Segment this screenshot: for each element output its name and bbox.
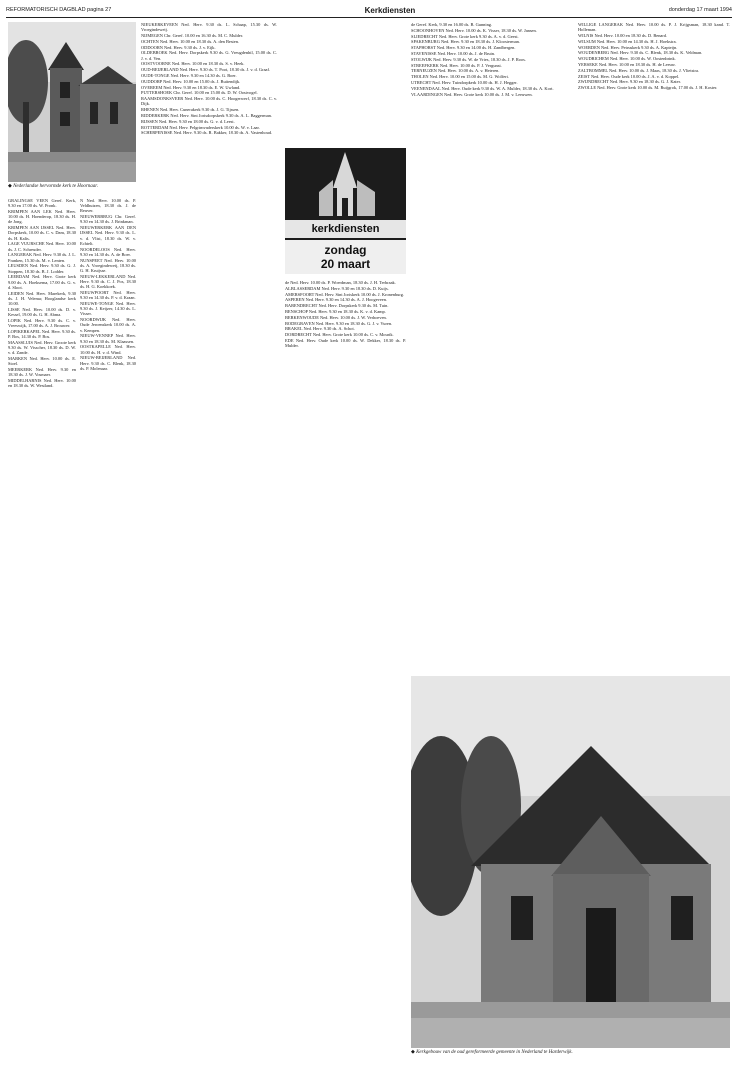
header-date: donderdag 17 maart 1994: [668, 7, 732, 13]
listing-entry: NIJMEGEN Chr. Geref. 10.00 en 16.30 ds. M. C. Mulder.: [141, 33, 244, 38]
listing-entry: LEERDAM Ned. Herv. Grote kerk 9.00 ds. A. Hoeksema, 17.00 ds. G. v. d. Sloot.: [8, 274, 76, 290]
listing-entry: LANGERAK Ned. Herv. 9.30 ds. J. L. Franken, 15.30 ds. M. v. Lenten.: [8, 252, 76, 263]
listing-entry: NIEUWERBRUG Chr. Geref. 9.30 en 14.30 ds. J. Brinkman.: [80, 214, 136, 225]
listing-entry: N Ned. Herv. 10.00 ds. P. Veldhuizen, 18.30 ds. J. de Reuver.: [80, 198, 136, 214]
listing-entry: THOLEN Ned. Herv. 10.00 en 15.00 ds. M. G. Wolfert.: [411, 74, 509, 80]
photo-caption-bottom: ◆ Kerkgebouw van de oud gereformeerde gemeente in Nederland te Harderwijk.: [411, 1050, 573, 1055]
listing-entry: KRIMPEN AAN IJSSEL Ned. Herv. Dorpskerk, 10.00 ds. C. v. Dam, 18.30 ds. H. Kalis.: [8, 225, 76, 241]
listing-entry: VEENENDAAL Ned. Herv. Oude kerk 9.30 ds. W. A. Mulder, 18.30 ds. A. Kort.: [411, 85, 554, 91]
listing-column-1: [8, 198, 76, 1064]
header-left: REFORMATORISCH DAGBLAD pagina 27: [6, 7, 112, 13]
listing-entry: WILLIGE LANGERAK Ned. Herv. 10.00 ds. P. J. Krijgsman, 18.30 kand. T. Holleman.: [578, 22, 730, 33]
listing-entry: ASPEREN Ned. Herv. 9.30 en 14.30 ds. A. J. Hoogeveen.: [285, 297, 388, 303]
listing-column-4: [285, 280, 406, 1064]
listing-entry: LAGE VUURSCHE Ned. Herv. 10.00 ds. J. C. Schreuder.: [8, 241, 76, 252]
listing-entry: ZWOLLE Ned. Herv. Grote kerk 10.00 ds. M. Ruijgrok, 17.00 ds. J. H. Koster.: [578, 85, 718, 91]
listing-entry: STREEFKERK Ned. Herv. 10.00 ds. P. J. Vergunst.: [411, 62, 502, 68]
church-photo-harderwijk: [411, 676, 730, 1048]
listing-entry: GRALINGSE VEEN Geref. Kerk, 9.30 en 17.00 ds. W. Pronk.: [8, 198, 76, 209]
listing-entry: YERSEKE Ned. Herv. 10.00 en 18.30 ds. H. de Leeuw.: [578, 61, 676, 67]
listing-entry: PUTTERSHOEK Chr. Geref. 10.00 en 15.00 ds. D. W. Oostvogel.: [141, 90, 258, 96]
listing-entry: STOLWIJK Ned. Herv. 9.30 ds. W. de Vries, 18.30 ds. J. P. Roos.: [411, 56, 526, 62]
listing-entry: OLDEBROEK Ned. Herv. Dorpskerk 9.30 ds. G. Vreugdenhil, 15.00 ds. C. J. v. d. Ven.: [141, 50, 277, 61]
listing-entry: WOUDRICHEM Ned. Herv. 10.00 ds. W. Oostenbrink.: [578, 56, 676, 62]
listing-entry: ODDOORN Ned. Herv. 9.30 ds. J. v. Eijk.: [141, 44, 216, 50]
listing-entry: RAAMSDONKSVEER Ned. Herv. 10.00 ds. C. Hoogerwerf, 18.30 ds. C. v. Dijk.: [141, 96, 277, 107]
listing-entry: KRIMPEN AAN LEK Ned. Herv. 10.00 ds. H. Hoenderop, 18.30 ds. H. de Jong.: [8, 209, 76, 225]
listing-entry: NIEUW-BEIJERLAND Ned. Herv. 9.30 ds. C. Blenk, 18.30 ds. P. Molenaar.: [80, 355, 136, 371]
listing-entry: OVEREEM Ned. Herv. 9.30 en 18.30 ds. E. W. Uwland.: [141, 84, 241, 90]
church-photo-hoornaar: [8, 22, 136, 182]
photo-caption-top: ◆ Nederlandse hervormde kerk te Hoornaar.: [8, 184, 98, 189]
listing-entry: NIEUKERKEVEEN Ned. Herv. 9.30 ds. L. Schaap, 15.30 ds. W. Vroegindeweij.: [141, 22, 277, 33]
listing-entry: de Ned. Herv. 10.00 ds. P. Woerdman, 18.30 ds. J. H. Terbraak.: [285, 280, 396, 285]
listing-entry: RHENEN Ned. Herv. Cunerakerk 9.30 ds. J. G. Tijssen.: [141, 107, 240, 113]
listing-entry: MEERKERK Ned. Herv. 9.30 en 18.30 ds. J. W. Vosmaer.: [8, 367, 76, 378]
listing-entry: BENSCHOP Ned. Herv. 9.30 en 18.30 ds. K. v. d. Kamp.: [285, 308, 386, 314]
listing-entry: WILNIS Ned. Herv. 10.00 en 18.30 ds. D. Benard.: [578, 33, 668, 38]
listing-column-3: [141, 22, 277, 1064]
listing-entry: TERNEUZEN Ned. Herv. 10.00 ds. A. v. Heteren.: [411, 68, 500, 74]
promo-ribbon: kerkdiensten: [285, 220, 406, 238]
kerkdiensten-promo-block: [285, 148, 406, 274]
listing-entry: ROTTERDAM Ned. Herv. Pelgrimvaderskerk 10.00 ds. W. v. Laar.: [141, 124, 260, 130]
listing-entry: OOSTKAPELLE Ned. Herv. 10.00 ds. H. v. d. Wind.: [80, 344, 136, 355]
listing-entry: ZALTBOMMEL Ned. Herv. 10.00 ds. J. Maas, 18.30 ds. J. Vlietstra.: [578, 67, 700, 73]
listing-column-6: [578, 22, 730, 670]
page-header: [6, 3, 732, 18]
listing-entry: NIEUW-VENNEP Ned. Herv. 9.30 en 18.30 ds. M. Klaassen.: [80, 333, 136, 344]
listing-entry: RIDDERKERK Ned. Herv. Sint Jorisdorpskerk 9.30 ds. A. L. Baggerman.: [141, 112, 272, 118]
listing-entry: VLAARDINGEN Ned. Herv. Grote kerk 10.00 ds. J. M. v. Leeuwen.: [411, 91, 533, 97]
church-silhouette-icon: [285, 148, 406, 220]
listing-entry: de Geref. Kerk, 9.30 en 16.00 ds. B. Gunning.: [411, 22, 493, 27]
listing-column-5: [411, 22, 571, 670]
listing-entry: BODEGRAVEN Ned. Herv. 9.30 en 18.30 ds. G. J. v. Vuren.: [285, 320, 393, 326]
listing-entry: ZWIJNDRECHT Ned. Herv. 9.30 en 18.30 ds. G. J. Kater.: [578, 79, 681, 85]
listing-entry: STAVENISSE Ned. Herv. 10.00 ds. J. de Bruin.: [411, 50, 496, 56]
listing-entry: UTRECHT Ned. Herv. Tuindorpkerk 10.00 ds. H. J. Hegger.: [411, 79, 518, 85]
listing-entry: OUDDORP Ned. Herv. 10.00 en 15.00 ds. J. Buitendijk.: [141, 78, 241, 84]
listing-entry: NIEUWERKERK AAN DEN IJSSEL Ned. Herv. 9.30 ds. L. v. d. Vlist, 18.30 ds. W. v. Echtelt.: [80, 225, 136, 246]
listing-entry: SCHOONHOVEN Ned. Herv. 10.00 ds. K. Visser, 18.30 ds. W. Jansen.: [411, 27, 537, 33]
listing-entry: NIEUWPOORT Ned. Herv. 9.30 en 14.30 ds. P. v. d. Kraan.: [80, 290, 136, 301]
listing-entry: ZEIST Ned. Herv. Oude kerk 10.00 ds. J. A. v. d. Koppel.: [578, 73, 680, 79]
section-title: Kerkdiensten: [364, 5, 416, 15]
listing-entry: LISSE Ned. Herv. 10.00 ds. D. v. Kessel, 19.00 ds. G. H. Abma.: [8, 306, 76, 318]
listing-entry: NOORDWIJK Ned. Herv. Oude Jeroenskerk 10.00 ds. A. v. Kempen.: [80, 317, 136, 333]
listing-entry: LEUSDEN Ned. Herv. 9.30 ds. G. J. Stoppen, 18.30 ds. B. J. Lodder.: [8, 263, 76, 274]
listing-entry: LOPIK Ned. Herv. 9.30 ds. C. v. Vreeswijk, 17.00 ds. A. J. Brouwer.: [8, 317, 76, 329]
listing-entry: BERKENWOUDE Ned. Herv. 10.00 ds. J. W. Verhoeven.: [285, 314, 387, 320]
listing-entry: MAASSLUIS Ned. Herv. Groote kerk 9.30 ds. W. Visscher, 18.30 ds. D. W. v. d. Zande.: [8, 339, 76, 356]
listing-entry: NIEUW-LEKKERLAND Ned. Herv. 9.30 ds. C. J. Pos, 18.30 ds. H. G. Koekkoek.: [80, 273, 136, 290]
listing-entry: NIEUWE-TONGE Ned. Herv. 9.30 ds. J. Keijzer, 14.30 ds. L. Visser.: [80, 301, 136, 317]
listing-column-2: [80, 198, 136, 1064]
listing-entry: EDE Ned. Herv. Oude kerk 10.00 ds. W. Dekker, 18.30 ds. P. Mulder.: [285, 337, 406, 349]
listing-entry: SPAKENBURG Ned. Herv. 9.30 en 18.30 ds. J. Kloosterman.: [411, 39, 520, 45]
listing-entry: OUD-BEIJERLAND Ned. Herv. 9.30 ds. T. Poot, 18.30 ds. J. v. d. Graaf.: [141, 67, 271, 73]
listing-entry: OCHTEN Ned. Herv. 10.00 en 18.30 ds. A. den Besten.: [141, 38, 240, 44]
listing-entry: AMERSFOORT Ned. Herv. Sint Joriskerk 10.00 ds. J. Kronenburg.: [285, 291, 405, 297]
listing-entry: MIDDELHARNIS Ned. Herv. 10.00 en 18.30 ds. W. Westland.: [8, 378, 76, 389]
listing-entry: RIJSSEN Ned. Herv. 9.30 en 18.00 ds. G. v. d. Leest.: [141, 118, 235, 124]
listing-entry: OOSTVOORNE Ned. Herv. 10.00 en 18.30 ds. S. v. Heek.: [141, 61, 245, 67]
listing-entry: WOERDEN Ned. Herv. Petruskerk 9.30 ds. A. Kapteijn.: [578, 44, 678, 50]
listing-entry: SLIEDRECHT Ned. Herv. Grote kerk 9.30 ds. A. v. d. Geest.: [411, 33, 519, 39]
listing-entry: MARKEN Ned. Herv. 10.00 ds. E. Stoel.: [8, 356, 76, 367]
promo-date: [285, 240, 406, 274]
listing-entry: NUNSPEET Ned. Herv. 10.00 ds. A. Vroegindeweij, 18.30 ds. G. H. Kruijsse.: [80, 257, 136, 274]
church-photo-image: [8, 22, 136, 182]
listing-entry: SCHERPENISSE Ned. Herv. 9.30 ds. R. Bakker, 18.30 ds. A. Vastenhoud.: [141, 130, 273, 136]
promo-date-day: zondag: [324, 243, 367, 257]
listing-entry: WILSUM Ned. Herv. 10.00 en 14.30 ds. H. J. Hoekstra.: [578, 38, 677, 44]
listing-entry: OUDE-TONGE Ned. Herv. 9.30 en 14.30 ds. G. Boer.: [141, 72, 237, 78]
listing-entry: BARENDRECHT Ned. Herv. Dorpskerk 9.30 ds. M. Tuin.: [285, 303, 389, 309]
listing-entry: DORDRECHT Ned. Herv. Grote kerk 10.00 ds. C. v. Mourik.: [285, 332, 394, 338]
listing-entry: LEIDEN Ned. Herv. Marekerk, 9.30 ds. J. H. Velema; Hooglandse kerk 10.00.: [8, 290, 76, 307]
listing-entry: BRAKEL Ned. Herv. 9.30 ds. A. Schot.: [285, 326, 355, 332]
listing-entry: STAPHORST Ned. Herv. 9.30 en 14.00 ds. H. Zandbergen.: [411, 45, 516, 51]
promo-date-month: 20 maart: [320, 257, 371, 271]
listing-entry: ALBLASSERDAM Ned. Herv. 9.30 en 18.30 ds. D. Kuijs.: [285, 285, 389, 291]
listing-entry: NOORDELOOS Ned. Herv. 9.30 en 14.30 ds. A. de Boer.: [80, 246, 136, 257]
church-photo-image: [411, 676, 730, 1048]
listing-entry: LOPIKERKAPEL Ned. Herv. 9.30 ds. P. Bos, 14.30 ds. P. Bos.: [8, 328, 76, 340]
listing-entry: WOUDENBERG Ned. Herv. 9.30 ds. C. Blenk, 18.30 ds. K. Veldman.: [578, 50, 703, 56]
